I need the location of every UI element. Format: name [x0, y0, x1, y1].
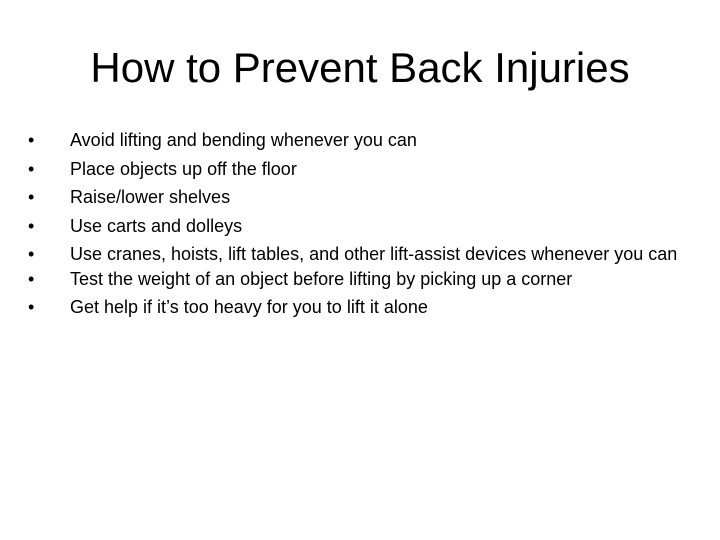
bullet-icon: • [28, 187, 35, 207]
bullet-icon: • [28, 158, 35, 179]
bullet-text: Get help if it’s too heavy for you to lift it alone [70, 297, 428, 317]
list-item [28, 158, 688, 181]
bullet-text: Raise/lower shelves [70, 187, 231, 207]
bullet-icon: • [28, 268, 35, 289]
list-item [28, 243, 688, 266]
list-item [28, 186, 688, 209]
bullet-text: Avoid lifting and bending whenever you can [70, 130, 417, 150]
bullet-icon: • [28, 130, 35, 150]
list-item [28, 215, 688, 238]
list-item [28, 268, 688, 291]
bullet-text: Use cranes, hoists, lift tables, and other lift-assist devices whenever you can [70, 244, 678, 264]
bullet-text: Use carts and dolleys [70, 215, 243, 236]
bullet-icon: • [28, 215, 35, 236]
slide-title: How to Prevent Back Injuries [90, 44, 630, 91]
bullet-list [28, 129, 688, 325]
list-item [28, 296, 688, 319]
bullet-text: Place objects up off the floor [70, 158, 297, 179]
bullet-icon: • [28, 244, 35, 264]
bullet-icon: • [28, 297, 35, 317]
list-item [28, 129, 688, 152]
bullet-text: Test the weight of an object before lifting by picking up a corner [70, 268, 573, 289]
